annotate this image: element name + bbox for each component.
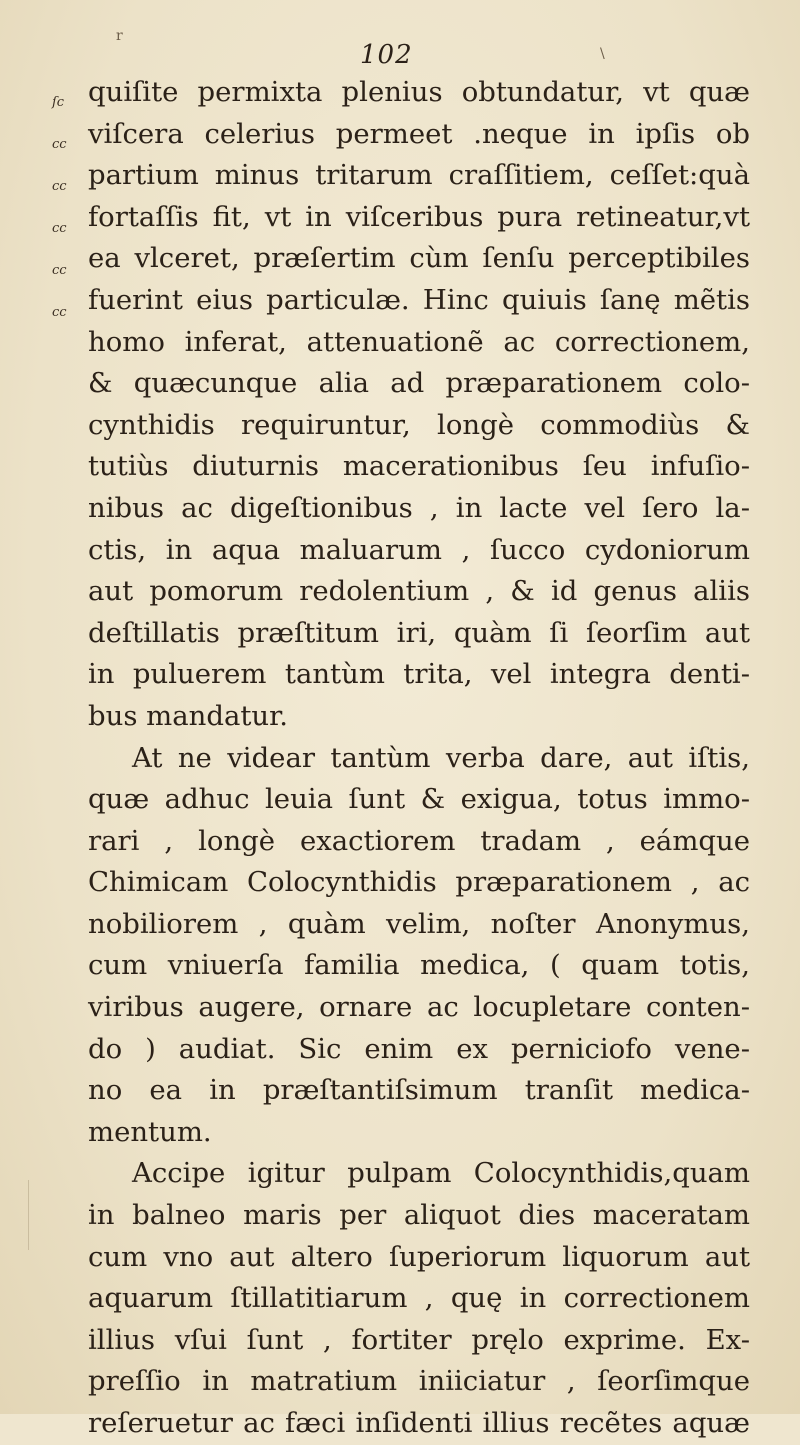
text-line: cum vno aut altero ſuperiorum liquorum aut	[88, 1240, 750, 1273]
text-line: aquarum ſtillatitiarum , quę in correctionem	[88, 1282, 750, 1315]
text-line: cum vniuerſa familia medica, ( quam totis,	[88, 949, 750, 982]
text-line: viribus augere, ornare ac locupletare conten-	[88, 991, 750, 1024]
text-line: no ea in præſtantiſsimum tranſit medica-	[88, 1074, 750, 1107]
text-line: cynthidis requiruntur, longè commodiùs &	[88, 408, 750, 441]
text-line: ctis, in aqua maluarum , ſucco cydoniorum	[88, 533, 750, 566]
text-line: nibus ac digeſtionibus , in lacte vel ſero la-	[88, 491, 750, 524]
top-margin-mark: r	[116, 28, 123, 44]
text-line: quiſite permixta plenius obtundatur, vt quæ	[88, 76, 750, 108]
margin-mark: ſc	[52, 95, 65, 110]
text-line: in puluerem tantùm trita, vel integra denti-	[88, 658, 750, 691]
margin-mark: cc	[52, 179, 67, 194]
text-line: preſſio in matratium iniiciatur , ſeorſimque	[88, 1365, 750, 1398]
body-text	[88, 72, 750, 1445]
text-line: fortaſſis fit, vt in viſceribus pura retineatur,vt	[88, 200, 750, 233]
margin-mark: cc	[52, 305, 67, 320]
text-line: partium minus tritarum craſſitiem, ceſſet:quà	[88, 159, 750, 192]
margin-quote-marks	[52, 82, 82, 334]
text-line: mentum.	[88, 1115, 212, 1148]
margin-crease	[28, 1180, 29, 1250]
text-line: fuerint eius particulæ. Hinc quiuis ſanę mẽtis	[88, 283, 750, 316]
text-line: do ) audiat. Sic enim ex perniciofo vene-	[88, 1032, 750, 1065]
top-tick-mark: \	[600, 46, 605, 62]
text-line: ea vlceret, præſertim cùm ſenſu perceptibiles	[88, 242, 750, 275]
text-line: & quæcunque alia ad præparationem colo-	[88, 367, 750, 400]
text-line: tutiùs diuturnis macerationibus ſeu infuſio-	[88, 450, 750, 483]
text-line: Chimicam Colocynthidis præparationem , ac	[88, 866, 750, 899]
page-number: 102	[360, 40, 413, 70]
text-line: Accipe igitur pulpam Colocynthidis,quam	[132, 1157, 750, 1190]
text-line: bus mandatur.	[88, 699, 288, 732]
text-line: rari , longè exactiorem tradam , eámque	[88, 824, 750, 857]
text-line: aut pomorum redolentium , & id genus aliis	[88, 575, 750, 608]
margin-mark: cc	[52, 137, 67, 152]
text-line: deſtillatis præſtitum iri, quàm ſi ſeorſim aut	[88, 616, 750, 649]
text-line: quæ adhuc leuia ſunt & exigua, totus immo-	[88, 783, 750, 816]
margin-mark: cc	[52, 263, 67, 278]
text-line: At ne videar tantùm verba dare, aut iſtis,	[132, 741, 750, 774]
text-line: viſcera celerius permeet .neque in ipſis ob	[88, 117, 750, 150]
text-line: nobiliorem , quàm velim, noſter Anonymus,	[88, 907, 750, 940]
text-line: homo inferat, attenuationẽ ac correctionem,	[88, 325, 750, 358]
text-line: illius vſui ſunt , fortiter pręlo exprime. Ex-	[88, 1323, 750, 1356]
text-line: reſeruetur ac fæci inſidenti illius recẽtes aquæ	[88, 1407, 750, 1439]
text-line: in balneo maris per aliquot dies maceratam	[88, 1199, 750, 1232]
margin-mark: cc	[52, 221, 67, 236]
